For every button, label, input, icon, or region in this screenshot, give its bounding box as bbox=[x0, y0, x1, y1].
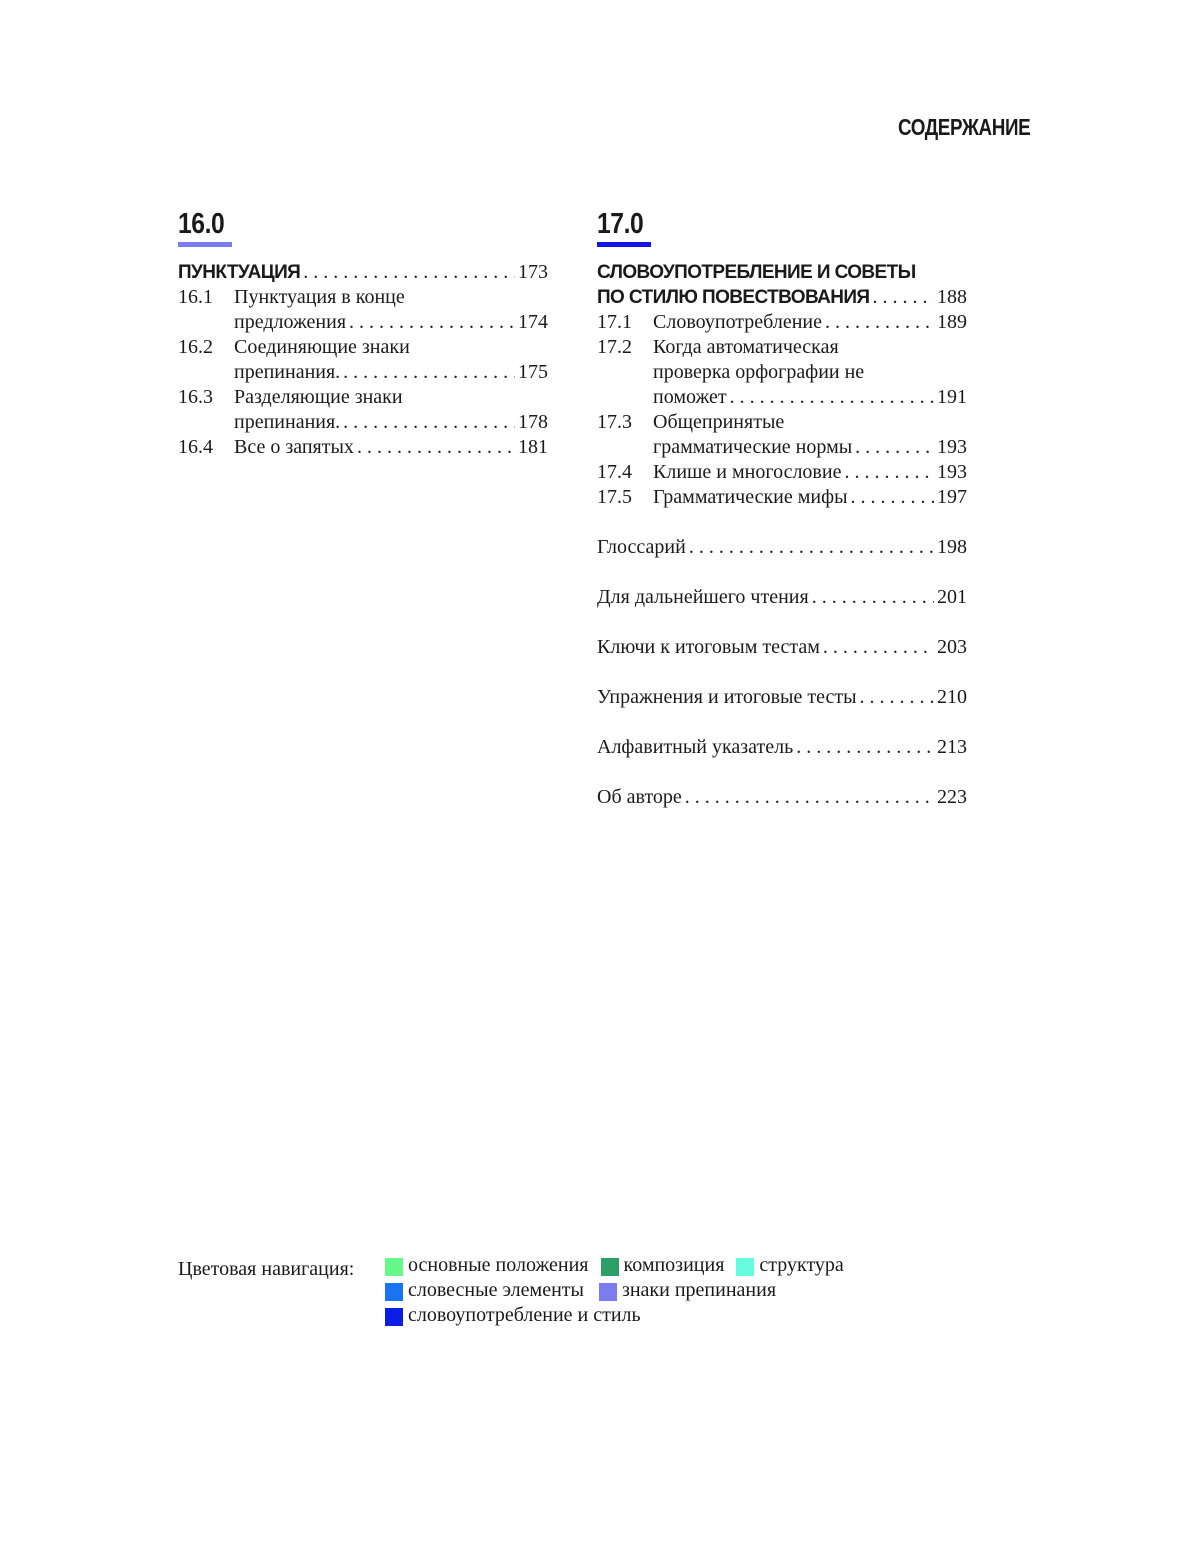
page-number: 173 bbox=[518, 261, 548, 283]
page-number: 223 bbox=[937, 786, 967, 808]
section-title: Общепринятые bbox=[653, 411, 785, 433]
color-swatch bbox=[736, 1258, 754, 1276]
section-number: 17.4 bbox=[597, 461, 632, 483]
section-title: Все о запятых bbox=[234, 436, 354, 458]
page-number: 193 bbox=[937, 436, 967, 458]
toc-section-17-4[interactable] bbox=[597, 460, 967, 485]
toc-section-17-5[interactable] bbox=[597, 485, 967, 510]
section-number: 17.1 bbox=[597, 311, 632, 333]
section-title: Соединяющие знаки bbox=[234, 336, 410, 358]
toc-column-chapter-17 bbox=[597, 208, 967, 810]
section-number: 16.4 bbox=[178, 436, 213, 458]
section-number: 16.1 bbox=[178, 286, 213, 308]
section-title: препинания. bbox=[234, 411, 341, 433]
entry-title: Об авторе bbox=[597, 786, 682, 808]
page-number: 193 bbox=[937, 461, 967, 483]
legend-label: Цветовая навигация: bbox=[178, 1257, 355, 1280]
toc-section-16-3[interactable] bbox=[178, 385, 548, 435]
toc-section-17-3[interactable] bbox=[597, 410, 967, 460]
leader-dots bbox=[357, 435, 515, 460]
leader-dots bbox=[689, 535, 934, 560]
entry-title: Ключи к итоговым тестам bbox=[597, 636, 820, 658]
section-title: препинания. bbox=[234, 361, 341, 383]
toc-chapter-16-entry[interactable] bbox=[178, 260, 548, 285]
page-number: 189 bbox=[937, 311, 967, 333]
chapter-title-17: СЛОВОУПОТРЕБЛЕНИЕ И СОВЕТЫ bbox=[597, 262, 916, 283]
page-title: СОДЕРЖАНИЕ bbox=[897, 114, 1030, 140]
section-title: Клише и многословие bbox=[653, 461, 842, 483]
chapter-number-16: 16.0 bbox=[178, 208, 232, 247]
page-number: 178 bbox=[518, 411, 548, 433]
leader-dots bbox=[812, 585, 934, 610]
page-number: 197 bbox=[937, 486, 967, 508]
leader-dots bbox=[730, 385, 934, 410]
page-number: 201 bbox=[937, 586, 967, 608]
color-navigation-legend bbox=[178, 1253, 856, 1328]
page-number: 181 bbox=[518, 436, 548, 458]
legend-item: знаки препинания bbox=[599, 1278, 776, 1303]
page-number: 198 bbox=[937, 536, 967, 558]
toc-section-16-4[interactable] bbox=[178, 435, 548, 460]
entry-title: Для дальнейшего чтения bbox=[597, 586, 809, 608]
toc-entry-exercises[interactable] bbox=[597, 685, 967, 710]
color-swatch bbox=[385, 1308, 403, 1326]
page-number: 174 bbox=[518, 311, 548, 333]
legend-item: структура bbox=[736, 1253, 843, 1278]
page-number: 203 bbox=[937, 636, 967, 658]
page-number: 210 bbox=[937, 686, 967, 708]
toc-entry-glossary[interactable] bbox=[597, 535, 967, 560]
leader-dots bbox=[823, 635, 934, 660]
toc-entry-further-reading[interactable] bbox=[597, 585, 967, 610]
color-swatch bbox=[385, 1258, 403, 1276]
section-number: 17.2 bbox=[597, 336, 632, 358]
chapter-number-17: 17.0 bbox=[597, 208, 651, 247]
page-number: 188 bbox=[937, 286, 967, 308]
toc-column-chapter-16 bbox=[178, 208, 548, 460]
leader-dots bbox=[855, 435, 934, 460]
chapter-title-16: ПУНКТУАЦИЯ bbox=[178, 262, 301, 283]
section-number: 17.3 bbox=[597, 411, 632, 433]
leader-dots bbox=[825, 310, 934, 335]
leader-dots bbox=[860, 685, 934, 710]
section-number: 17.5 bbox=[597, 486, 632, 508]
chapter-title-17: ПО СТИЛЮ ПОВЕСТВОВАНИЯ bbox=[597, 287, 870, 308]
section-number: 16.3 bbox=[178, 386, 213, 408]
entry-title: Глоссарий bbox=[597, 536, 686, 558]
section-title: Грамматические мифы bbox=[653, 486, 848, 508]
entry-title: Упражнения и итоговые тесты bbox=[597, 686, 857, 708]
page-number: 175 bbox=[518, 361, 548, 383]
page-number: 191 bbox=[937, 386, 967, 408]
toc-entry-about-author[interactable] bbox=[597, 785, 967, 810]
color-swatch bbox=[385, 1283, 403, 1301]
leader-dots bbox=[844, 460, 934, 485]
leader-dots bbox=[685, 785, 934, 810]
leader-dots bbox=[349, 310, 515, 335]
color-swatch bbox=[599, 1283, 617, 1301]
leader-dots bbox=[851, 485, 934, 510]
toc-entry-index[interactable] bbox=[597, 735, 967, 760]
leader-dots bbox=[796, 735, 934, 760]
section-title: грамматические нормы bbox=[653, 436, 853, 458]
toc-section-17-1[interactable] bbox=[597, 310, 967, 335]
toc-chapter-17-entry[interactable] bbox=[597, 260, 967, 310]
entry-title: Алфавитный указатель bbox=[597, 736, 794, 758]
section-title: проверка орфографии не bbox=[653, 361, 865, 383]
color-swatch bbox=[601, 1258, 619, 1276]
section-number: 16.2 bbox=[178, 336, 213, 358]
legend-item: словоупотребление и стиль bbox=[385, 1303, 641, 1328]
section-title: Разделяющие знаки bbox=[234, 386, 403, 408]
leader-dots bbox=[303, 260, 515, 285]
section-title: Пунктуация в конце bbox=[234, 286, 405, 308]
toc-section-17-2[interactable] bbox=[597, 335, 967, 410]
leader-dots bbox=[343, 360, 515, 385]
toc-section-16-1[interactable] bbox=[178, 285, 548, 335]
leader-dots bbox=[343, 410, 515, 435]
section-title: Словоупотребление bbox=[653, 311, 822, 333]
leader-dots bbox=[872, 285, 934, 310]
legend-item: композиция bbox=[601, 1253, 725, 1278]
section-title: поможет bbox=[653, 386, 727, 408]
section-title: Когда автоматическая bbox=[653, 336, 839, 358]
section-title: предложения bbox=[234, 311, 347, 333]
toc-entry-answer-keys[interactable] bbox=[597, 635, 967, 660]
legend-item: словесные элементы bbox=[385, 1278, 584, 1303]
legend-item: основные положения bbox=[385, 1253, 589, 1278]
toc-section-16-2[interactable] bbox=[178, 335, 548, 385]
page-number: 213 bbox=[937, 736, 967, 758]
